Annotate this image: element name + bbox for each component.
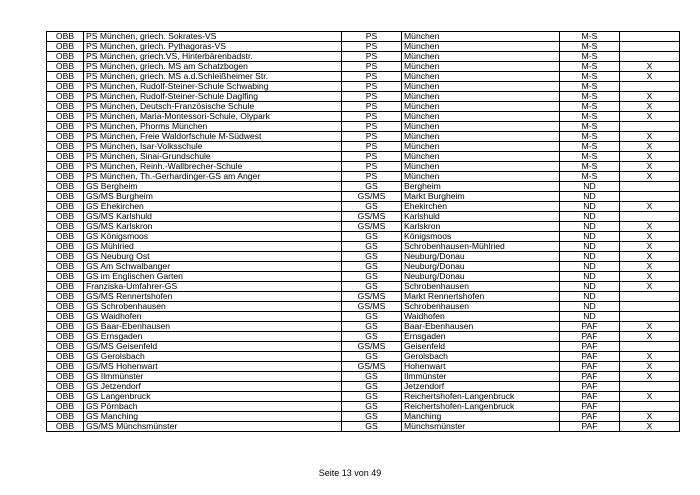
school-name-cell: GS Ilmmünster: [84, 372, 342, 382]
location-cell: Gerolsbach: [402, 352, 560, 362]
school-name-cell: PS München, griech. MS am Schatzbogen: [84, 62, 342, 72]
table-row: [47, 92, 680, 102]
region-cell: OBB: [47, 192, 84, 202]
marker-cell: [620, 402, 680, 412]
marker-cell: X: [620, 72, 680, 82]
location-cell: Neuburg/Donau: [402, 252, 560, 262]
district-cell: ND: [560, 282, 620, 292]
school-name-cell: GS/MS Rennertshofen: [84, 292, 342, 302]
region-cell: OBB: [47, 32, 84, 42]
school-name-cell: PS München, griech. Pythagoras-VS: [84, 42, 342, 52]
school-name-cell: PS München, Th.-Gerhardinger-GS am Anger: [84, 172, 342, 182]
district-cell: PAF: [560, 322, 620, 332]
marker-cell: X: [620, 162, 680, 172]
school-name-cell: Franziska-Umfahrer-GS: [84, 282, 342, 292]
location-cell: Markt Rennertshofen: [402, 292, 560, 302]
table-row: [47, 172, 680, 182]
school-name-cell: GS Mühlried: [84, 242, 342, 252]
district-cell: PAF: [560, 392, 620, 402]
school-name-cell: GS/MS Hohenwart: [84, 362, 342, 372]
marker-cell: X: [620, 132, 680, 142]
location-cell: München: [402, 112, 560, 122]
location-cell: Königsmoos: [402, 232, 560, 242]
table-row: [47, 82, 680, 92]
table-row: [47, 182, 680, 192]
school-name-cell: GS/MS Karlskron: [84, 222, 342, 232]
school-type-cell: GS: [342, 402, 402, 412]
region-cell: OBB: [47, 262, 84, 272]
district-cell: PAF: [560, 362, 620, 372]
district-cell: ND: [560, 232, 620, 242]
marker-cell: X: [620, 112, 680, 122]
table-row: [47, 102, 680, 112]
location-cell: Schrobenhausen: [402, 302, 560, 312]
school-name-cell: PS München, Maria-Montessori-Schule, Olypark: [84, 112, 342, 122]
location-cell: Münchsmünster: [402, 422, 560, 432]
school-type-cell: GS: [342, 392, 402, 402]
district-cell: M-S: [560, 42, 620, 52]
location-cell: Schrobenhausen-Mühlried: [402, 242, 560, 252]
marker-cell: [620, 32, 680, 42]
region-cell: OBB: [47, 322, 84, 332]
school-name-cell: PS München, Sinai-Grundschule: [84, 152, 342, 162]
table-row: [47, 32, 680, 42]
table-row: [47, 312, 680, 322]
table-row: [47, 372, 680, 382]
region-cell: OBB: [47, 382, 84, 392]
location-cell: München: [402, 62, 560, 72]
school-type-cell: PS: [342, 42, 402, 52]
school-name-cell: GS Gerolsbach: [84, 352, 342, 362]
table-row: [47, 382, 680, 392]
school-name-cell: GS Königsmoos: [84, 232, 342, 242]
school-type-cell: GS: [342, 232, 402, 242]
table-row: [47, 142, 680, 152]
district-cell: PAF: [560, 422, 620, 432]
table-row: [47, 332, 680, 342]
district-cell: M-S: [560, 122, 620, 132]
school-name-cell: GS/MS Geisenfeld: [84, 342, 342, 352]
region-cell: OBB: [47, 372, 84, 382]
school-type-cell: GS/MS: [342, 212, 402, 222]
marker-cell: X: [620, 322, 680, 332]
district-cell: PAF: [560, 352, 620, 362]
school-name-cell: GS Langenbruck: [84, 392, 342, 402]
region-cell: OBB: [47, 312, 84, 322]
table-row: [47, 62, 680, 72]
location-cell: Markt Burgheim: [402, 192, 560, 202]
location-cell: Karlshuld: [402, 212, 560, 222]
school-type-cell: GS: [342, 262, 402, 272]
school-type-cell: PS: [342, 82, 402, 92]
region-cell: OBB: [47, 92, 84, 102]
location-cell: München: [402, 92, 560, 102]
school-name-cell: GS im Englischen Garten: [84, 272, 342, 282]
table-row: [47, 322, 680, 332]
district-cell: ND: [560, 202, 620, 212]
table-row: [47, 132, 680, 142]
district-cell: M-S: [560, 52, 620, 62]
location-cell: München: [402, 142, 560, 152]
district-cell: M-S: [560, 112, 620, 122]
marker-cell: [620, 82, 680, 92]
location-cell: Reichertshofen-Langenbruck: [402, 402, 560, 412]
school-name-cell: PS München, Reinh.-Wallbrecher-Schule: [84, 162, 342, 172]
marker-cell: [620, 122, 680, 132]
region-cell: OBB: [47, 122, 84, 132]
district-cell: M-S: [560, 172, 620, 182]
table-row: [47, 362, 680, 372]
school-type-cell: PS: [342, 92, 402, 102]
district-cell: ND: [560, 182, 620, 192]
region-cell: OBB: [47, 342, 84, 352]
location-cell: Ilmmünster: [402, 372, 560, 382]
table-row: [47, 122, 680, 132]
region-cell: OBB: [47, 332, 84, 342]
table-row: [47, 42, 680, 52]
location-cell: München: [402, 82, 560, 92]
table-row: [47, 242, 680, 252]
district-cell: ND: [560, 212, 620, 222]
marker-cell: [620, 302, 680, 312]
district-cell: M-S: [560, 162, 620, 172]
marker-cell: [620, 212, 680, 222]
school-type-cell: GS: [342, 272, 402, 282]
table-row: [47, 272, 680, 282]
school-type-cell: GS/MS: [342, 302, 402, 312]
table-row: [47, 222, 680, 232]
school-type-cell: PS: [342, 102, 402, 112]
region-cell: OBB: [47, 112, 84, 122]
location-cell: Ehekirchen: [402, 202, 560, 212]
school-type-cell: GS/MS: [342, 342, 402, 352]
school-name-cell: PS München, Phorms München: [84, 122, 342, 132]
school-list-body: [47, 32, 680, 432]
school-name-cell: GS Neuburg Ost: [84, 252, 342, 262]
school-type-cell: GS/MS: [342, 222, 402, 232]
school-name-cell: GS/MS Burgheim: [84, 192, 342, 202]
marker-cell: [620, 382, 680, 392]
table-row: [47, 72, 680, 82]
region-cell: OBB: [47, 412, 84, 422]
school-name-cell: GS Waidhofen: [84, 312, 342, 322]
region-cell: OBB: [47, 232, 84, 242]
marker-cell: [620, 292, 680, 302]
region-cell: OBB: [47, 172, 84, 182]
school-name-cell: PS München, Rudolf-Steiner-Schule Daglfing: [84, 92, 342, 102]
school-type-cell: GS: [342, 242, 402, 252]
school-type-cell: GS: [342, 382, 402, 392]
district-cell: ND: [560, 272, 620, 282]
marker-cell: X: [620, 232, 680, 242]
school-type-cell: GS: [342, 282, 402, 292]
marker-cell: X: [620, 252, 680, 262]
district-cell: M-S: [560, 152, 620, 162]
location-cell: München: [402, 42, 560, 52]
location-cell: München: [402, 132, 560, 142]
location-cell: Geisenfeld: [402, 342, 560, 352]
table-row: [47, 202, 680, 212]
location-cell: Karlskron: [402, 222, 560, 232]
school-type-cell: GS/MS: [342, 292, 402, 302]
region-cell: OBB: [47, 82, 84, 92]
marker-cell: X: [620, 92, 680, 102]
marker-cell: X: [620, 262, 680, 272]
marker-cell: [620, 52, 680, 62]
district-cell: M-S: [560, 102, 620, 112]
school-type-cell: GS: [342, 422, 402, 432]
district-cell: ND: [560, 192, 620, 202]
school-name-cell: PS München, griech. Sokrates-VS: [84, 32, 342, 42]
region-cell: OBB: [47, 272, 84, 282]
district-cell: ND: [560, 222, 620, 232]
region-cell: OBB: [47, 222, 84, 232]
table-row: [47, 192, 680, 202]
table-row: [47, 342, 680, 352]
school-name-cell: PS München, Deutsch-Französische Schule: [84, 102, 342, 112]
region-cell: OBB: [47, 62, 84, 72]
school-type-cell: PS: [342, 72, 402, 82]
location-cell: München: [402, 102, 560, 112]
school-name-cell: GS/MS Münchsmünster: [84, 422, 342, 432]
region-cell: OBB: [47, 302, 84, 312]
region-cell: OBB: [47, 182, 84, 192]
school-type-cell: PS: [342, 122, 402, 132]
region-cell: OBB: [47, 402, 84, 412]
location-cell: Hohenwart: [402, 362, 560, 372]
school-type-cell: GS: [342, 252, 402, 262]
location-cell: Bergheim: [402, 182, 560, 192]
district-cell: PAF: [560, 412, 620, 422]
page-number: Seite 13 von 49: [318, 468, 382, 478]
school-name-cell: GS Baar-Ebenhausen: [84, 322, 342, 332]
location-cell: Ernsgaden: [402, 332, 560, 342]
school-name-cell: GS/MS Karlshuld: [84, 212, 342, 222]
location-cell: Neuburg/Donau: [402, 272, 560, 282]
school-type-cell: GS: [342, 202, 402, 212]
district-cell: M-S: [560, 62, 620, 72]
district-cell: ND: [560, 292, 620, 302]
location-cell: München: [402, 172, 560, 182]
school-type-cell: PS: [342, 152, 402, 162]
region-cell: OBB: [47, 362, 84, 372]
district-cell: PAF: [560, 402, 620, 412]
location-cell: Baar-Ebenhausen: [402, 322, 560, 332]
table-row: [47, 112, 680, 122]
marker-cell: X: [620, 352, 680, 362]
marker-cell: X: [620, 332, 680, 342]
school-type-cell: PS: [342, 112, 402, 122]
location-cell: München: [402, 72, 560, 82]
table-row: [47, 212, 680, 222]
school-type-cell: GS: [342, 412, 402, 422]
region-cell: OBB: [47, 212, 84, 222]
school-name-cell: PS München, griech. MS a.d.Schleißheimer Str.: [84, 72, 342, 82]
school-name-cell: GS Ehekirchen: [84, 202, 342, 212]
region-cell: OBB: [47, 422, 84, 432]
district-cell: ND: [560, 252, 620, 262]
marker-cell: X: [620, 242, 680, 252]
school-type-cell: PS: [342, 142, 402, 152]
marker-cell: X: [620, 362, 680, 372]
marker-cell: X: [620, 412, 680, 422]
region-cell: OBB: [47, 252, 84, 262]
region-cell: OBB: [47, 282, 84, 292]
marker-cell: [620, 182, 680, 192]
marker-cell: [620, 192, 680, 202]
school-type-cell: PS: [342, 62, 402, 72]
school-name-cell: GS Ernsgaden: [84, 332, 342, 342]
school-name-cell: PS München, Isar-Volksschule: [84, 142, 342, 152]
marker-cell: X: [620, 62, 680, 72]
region-cell: OBB: [47, 152, 84, 162]
location-cell: Manching: [402, 412, 560, 422]
location-cell: Jetzendorf: [402, 382, 560, 392]
marker-cell: X: [620, 422, 680, 432]
region-cell: OBB: [47, 162, 84, 172]
table-row: [47, 422, 680, 432]
location-cell: Schrobenhausen: [402, 282, 560, 292]
marker-cell: X: [620, 222, 680, 232]
district-cell: PAF: [560, 372, 620, 382]
district-cell: M-S: [560, 92, 620, 102]
district-cell: M-S: [560, 32, 620, 42]
school-name-cell: GS Jetzendorf: [84, 382, 342, 392]
district-cell: ND: [560, 312, 620, 322]
school-list-table: [46, 31, 680, 432]
school-name-cell: GS Manching: [84, 412, 342, 422]
location-cell: München: [402, 52, 560, 62]
school-type-cell: PS: [342, 132, 402, 142]
school-type-cell: GS/MS: [342, 362, 402, 372]
location-cell: München: [402, 122, 560, 132]
marker-cell: X: [620, 152, 680, 162]
school-name-cell: PS München, Freie Waldorfschule M-Südwest: [84, 132, 342, 142]
district-cell: M-S: [560, 72, 620, 82]
district-cell: M-S: [560, 82, 620, 92]
table-row: [47, 252, 680, 262]
school-type-cell: GS/MS: [342, 192, 402, 202]
marker-cell: X: [620, 172, 680, 182]
school-name-cell: GS Schrobenhausen: [84, 302, 342, 312]
table-row: [47, 162, 680, 172]
district-cell: PAF: [560, 332, 620, 342]
marker-cell: [620, 312, 680, 322]
school-type-cell: GS: [342, 182, 402, 192]
region-cell: OBB: [47, 292, 84, 302]
location-cell: München: [402, 32, 560, 42]
table-row: [47, 402, 680, 412]
school-type-cell: GS: [342, 332, 402, 342]
marker-cell: [620, 42, 680, 52]
school-name-cell: GS Pörnbach: [84, 402, 342, 412]
school-type-cell: PS: [342, 32, 402, 42]
school-type-cell: PS: [342, 52, 402, 62]
district-cell: PAF: [560, 342, 620, 352]
location-cell: Reichertshofen-Langenbruck: [402, 392, 560, 402]
table-row: [47, 292, 680, 302]
table-row: [47, 52, 680, 62]
table-row: [47, 412, 680, 422]
location-cell: München: [402, 162, 560, 172]
school-name-cell: PS München, griech.VS, Hinterbärenbadstr.: [84, 52, 342, 62]
location-cell: Waidhofen: [402, 312, 560, 322]
table-row: [47, 262, 680, 272]
district-cell: M-S: [560, 142, 620, 152]
marker-cell: X: [620, 102, 680, 112]
region-cell: OBB: [47, 42, 84, 52]
table-row: [47, 232, 680, 242]
table-row: [47, 392, 680, 402]
region-cell: OBB: [47, 142, 84, 152]
school-type-cell: PS: [342, 162, 402, 172]
school-name-cell: GS Bergheim: [84, 182, 342, 192]
school-type-cell: GS: [342, 322, 402, 332]
marker-cell: [620, 342, 680, 352]
table-row: [47, 282, 680, 292]
district-cell: PAF: [560, 382, 620, 392]
region-cell: OBB: [47, 132, 84, 142]
marker-cell: X: [620, 392, 680, 402]
marker-cell: X: [620, 372, 680, 382]
region-cell: OBB: [47, 202, 84, 212]
marker-cell: X: [620, 202, 680, 212]
region-cell: OBB: [47, 392, 84, 402]
marker-cell: X: [620, 142, 680, 152]
table-row: [47, 302, 680, 312]
school-type-cell: GS: [342, 312, 402, 322]
marker-cell: X: [620, 282, 680, 292]
location-cell: München: [402, 152, 560, 162]
school-type-cell: PS: [342, 172, 402, 182]
district-cell: M-S: [560, 132, 620, 142]
table-row: [47, 352, 680, 362]
school-type-cell: GS: [342, 372, 402, 382]
school-name-cell: GS Am Schwalbanger: [84, 262, 342, 272]
marker-cell: X: [620, 272, 680, 282]
location-cell: Neuburg/Donau: [402, 262, 560, 272]
region-cell: OBB: [47, 52, 84, 62]
region-cell: OBB: [47, 352, 84, 362]
district-cell: ND: [560, 262, 620, 272]
school-type-cell: GS: [342, 352, 402, 362]
district-cell: ND: [560, 242, 620, 252]
district-cell: ND: [560, 302, 620, 312]
region-cell: OBB: [47, 102, 84, 112]
region-cell: OBB: [47, 72, 84, 82]
region-cell: OBB: [47, 242, 84, 252]
table-row: [47, 152, 680, 162]
school-name-cell: PS München, Rudolf-Steiner-Schule Schwabing: [84, 82, 342, 92]
